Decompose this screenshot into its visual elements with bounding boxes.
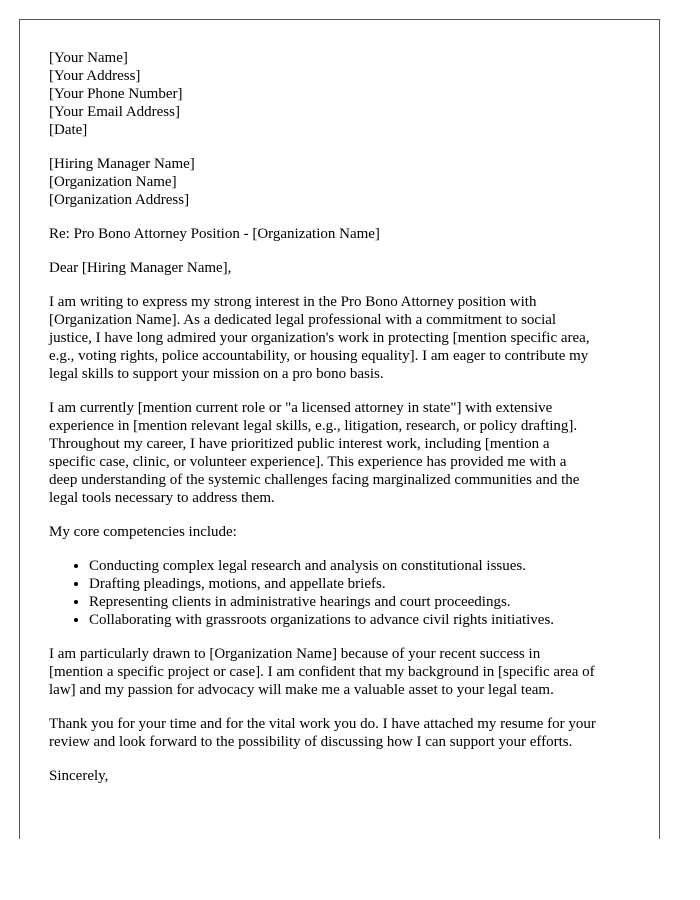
paragraph-line: specific case, clinic, or volunteer experience]. This experience has provided me with a	[49, 454, 567, 470]
salutation: Dear [Hiring Manager Name],	[49, 260, 232, 276]
paragraph-line: [Organization Name]. As a dedicated legal professional with a commitment to social	[49, 312, 557, 328]
paragraph-line: [mention a specific project or case]. I am confident that my background in [specific area of	[49, 664, 595, 680]
letter-body	[49, 49, 649, 801]
paragraph-line: justice, I have long admired your organization's work in protecting [mention specific area,	[49, 330, 590, 346]
letter-page	[19, 19, 660, 839]
competencies-list	[49, 557, 649, 629]
recipient-block	[49, 155, 649, 209]
paragraph-line: law] and my passion for advocacy will make me a valuable asset to your legal team.	[49, 682, 554, 698]
recipient-address: [Organization Address]	[49, 192, 190, 208]
signoff: Sincerely,	[49, 768, 109, 784]
paragraph-intro	[49, 293, 649, 383]
list-item: • Conducting complex legal research and analysis on constitutional issues.	[89, 557, 649, 575]
paragraph-experience	[49, 399, 649, 507]
sender-phone: [Your Phone Number]	[49, 86, 183, 102]
list-item: • Drafting pleadings, motions, and appellate briefs.	[89, 575, 649, 593]
sender-date: [Date]	[49, 122, 88, 138]
paragraph-line: e.g., voting rights, police accountability, or housing equality]. I am eager to contribute my	[49, 348, 589, 364]
paragraph-line: Thank you for your time and for the vital work you do. I have attached my resume for your	[49, 716, 596, 732]
paragraph-thanks	[49, 715, 649, 751]
paragraph-line: review and look forward to the possibility of discussing how I can support your efforts.	[49, 734, 573, 750]
paragraph-line: Throughout my career, I have prioritized public interest work, including [mention a	[49, 436, 550, 452]
paragraph-line: deep understanding of the systemic challenges facing marginalized communities and the	[49, 472, 580, 488]
subject-line: Re: Pro Bono Attorney Position - [Organization Name]	[49, 226, 380, 242]
recipient-organization: [Organization Name]	[49, 174, 177, 190]
paragraph-line: legal skills to support your mission on a pro bono basis.	[49, 366, 384, 382]
paragraph-interest	[49, 645, 649, 699]
sender-email: [Your Email Address]	[49, 104, 180, 120]
paragraph-competencies-intro	[49, 523, 649, 541]
list-item: • Representing clients in administrative hearings and court proceedings.	[89, 593, 649, 611]
sender-address: [Your Address]	[49, 68, 141, 84]
sender-block	[49, 49, 649, 139]
sender-name: [Your Name]	[49, 50, 128, 66]
paragraph-line: My core competencies include:	[49, 524, 237, 540]
paragraph-line: I am currently [mention current role or "a licensed attorney in state"] with extensive	[49, 400, 553, 416]
list-item: • Collaborating with grassroots organizations to advance civil rights initiatives.	[89, 611, 649, 629]
paragraph-line: I am particularly drawn to [Organization Name] because of your recent success in	[49, 646, 541, 662]
paragraph-line: experience in [mention relevant legal skills, e.g., litigation, research, or policy drafting].	[49, 418, 578, 434]
paragraph-line: legal tools necessary to address them.	[49, 490, 275, 506]
recipient-name: [Hiring Manager Name]	[49, 156, 195, 172]
paragraph-line: I am writing to express my strong interest in the Pro Bono Attorney position with	[49, 294, 537, 310]
